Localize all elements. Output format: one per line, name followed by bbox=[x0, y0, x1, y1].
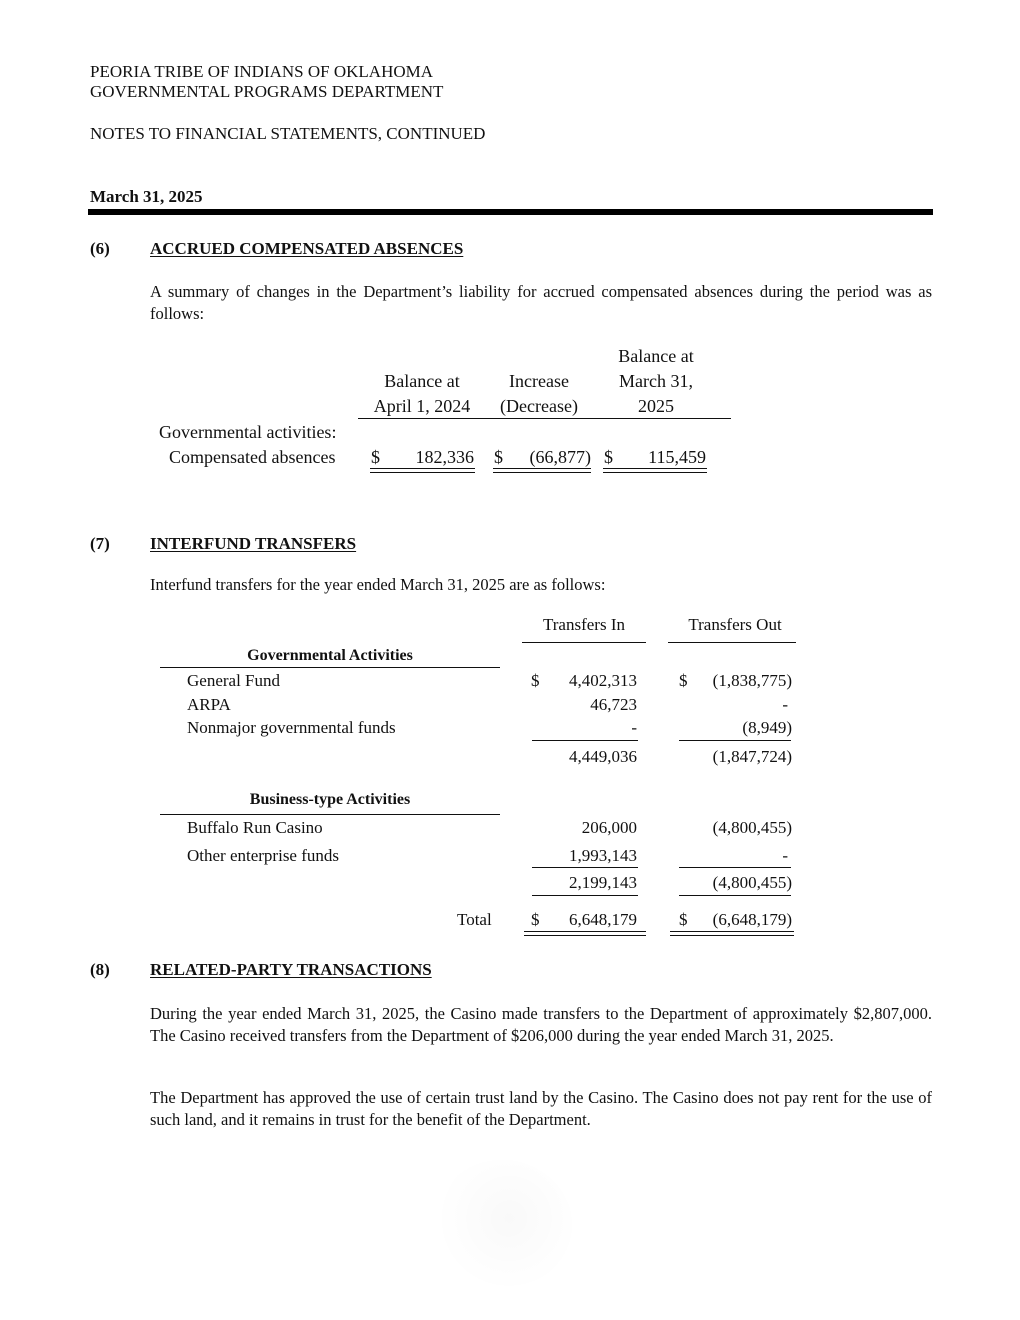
col1-header-line2: April 1, 2024 bbox=[373, 396, 471, 416]
transfer-out-value: (4,800,455) bbox=[712, 818, 792, 837]
transfer-out-value: (8,949) bbox=[742, 718, 792, 737]
dollar-sign: $ bbox=[371, 447, 380, 467]
double-underline bbox=[603, 468, 707, 473]
col2-header-line2: (Decrease) bbox=[500, 396, 578, 416]
organization-name: PEORIA TRIBE OF INDIANS OF OKLAHOMA bbox=[90, 62, 434, 81]
heading-rule bbox=[160, 667, 500, 668]
section-8-paragraph-1: During the year ended March 31, 2025, the Casino made transfers to the Department of approximately $2,807,000. The Casino received transfers from the Department of $206,000 during the year ended March 31, 2025. bbox=[150, 1004, 932, 1045]
ending-balance: 115,459 bbox=[648, 447, 706, 467]
table-row-label: Nonmajor governmental funds bbox=[187, 718, 396, 737]
transfers-in-header: Transfers In bbox=[542, 615, 625, 634]
heading-rule bbox=[160, 814, 500, 815]
col2-header-line1: Increase bbox=[509, 371, 569, 391]
notes-title: NOTES TO FINANCIAL STATEMENTS, CONTINUED bbox=[90, 124, 486, 143]
group-label: Governmental activities: bbox=[159, 422, 337, 442]
change-amount: (66,877) bbox=[529, 447, 591, 467]
dollar-sign: $ bbox=[679, 910, 688, 929]
subtotal-rule bbox=[679, 895, 791, 896]
transfer-in-value: 206,000 bbox=[581, 818, 637, 837]
header-rule bbox=[88, 209, 933, 215]
watermark-seal bbox=[432, 1160, 572, 1290]
dollar-sign: $ bbox=[494, 447, 503, 467]
business-heading: Business-type Activities bbox=[249, 791, 411, 808]
col3-header-line1: Balance at bbox=[618, 346, 694, 366]
double-underline bbox=[493, 468, 591, 473]
dollar-sign: $ bbox=[531, 910, 540, 929]
transfer-in-value: - bbox=[631, 718, 637, 737]
column-header-rule bbox=[522, 642, 646, 643]
transfer-in-value: 46,723 bbox=[590, 695, 637, 714]
section-7-number: (7) bbox=[90, 534, 110, 553]
row-label: Compensated absences bbox=[169, 447, 336, 467]
subtotal-rule bbox=[532, 895, 638, 896]
section-6-intro: A summary of changes in the Department’s liability for accrued compensated absences during the period was as follows: bbox=[150, 282, 932, 323]
section-6-number: (6) bbox=[90, 239, 110, 258]
subtotal-rule bbox=[532, 740, 638, 741]
total-label: Total bbox=[457, 910, 492, 929]
business-subtotal-out: (4,800,455) bbox=[712, 873, 792, 892]
transfers-out-header: Transfers Out bbox=[688, 615, 782, 634]
total-transfers-in: 6,648,179 bbox=[569, 910, 637, 929]
subtotal-rule bbox=[532, 867, 638, 868]
column-header-rule bbox=[358, 418, 731, 419]
total-transfers-out: (6,648,179) bbox=[712, 910, 792, 929]
governmental-heading: Governmental Activities bbox=[247, 647, 413, 664]
governmental-subtotal-in: 4,449,036 bbox=[569, 747, 637, 766]
column-header-rule bbox=[668, 642, 796, 643]
double-underline bbox=[524, 931, 646, 936]
section-8-paragraph-2: The Department has approved the use of certain trust land by the Casino. The Casino does not pay rent for the use of such land, and it remains in trust for the benefit of the Department. bbox=[150, 1088, 932, 1129]
transfer-out-value: - bbox=[782, 695, 788, 714]
double-underline bbox=[670, 931, 794, 936]
table-row-label: General Fund bbox=[187, 671, 281, 690]
dollar-sign: $ bbox=[531, 671, 540, 690]
section-7-intro: Interfund transfers for the year ended March 31, 2025 are as follows: bbox=[150, 575, 606, 594]
table-row-label: Other enterprise funds bbox=[187, 846, 340, 865]
subtotal-rule bbox=[679, 740, 791, 741]
dollar-sign: $ bbox=[604, 447, 613, 467]
department-name: GOVERNMENTAL PROGRAMS DEPARTMENT bbox=[90, 82, 444, 101]
transfer-in-value: 4,402,313 bbox=[569, 671, 637, 690]
section-6-title: ACCRUED COMPENSATED ABSENCES bbox=[150, 239, 464, 258]
table-row-label: ARPA bbox=[187, 695, 231, 714]
beginning-balance: 182,336 bbox=[415, 447, 474, 467]
col1-header-line1: Balance at bbox=[384, 371, 460, 391]
governmental-subtotal-out: (1,847,724) bbox=[712, 747, 792, 766]
dollar-sign: $ bbox=[679, 671, 688, 690]
section-8-number: (8) bbox=[90, 960, 110, 979]
transfer-out-value: - bbox=[782, 846, 788, 865]
col3-header-line3: 2025 bbox=[638, 396, 674, 416]
business-subtotal-in: 2,199,143 bbox=[569, 873, 637, 892]
section-8-title: RELATED-PARTY TRANSACTIONS bbox=[150, 960, 432, 979]
section-7-title: INTERFUND TRANSFERS bbox=[150, 534, 357, 553]
table-row-label: Buffalo Run Casino bbox=[187, 818, 323, 837]
col3-header-line2: March 31, bbox=[619, 371, 693, 391]
transfer-in-value: 1,993,143 bbox=[569, 846, 637, 865]
transfer-out-value: (1,838,775) bbox=[712, 671, 792, 690]
double-underline bbox=[370, 468, 475, 473]
statement-date: March 31, 2025 bbox=[90, 187, 203, 206]
subtotal-rule bbox=[679, 867, 791, 868]
